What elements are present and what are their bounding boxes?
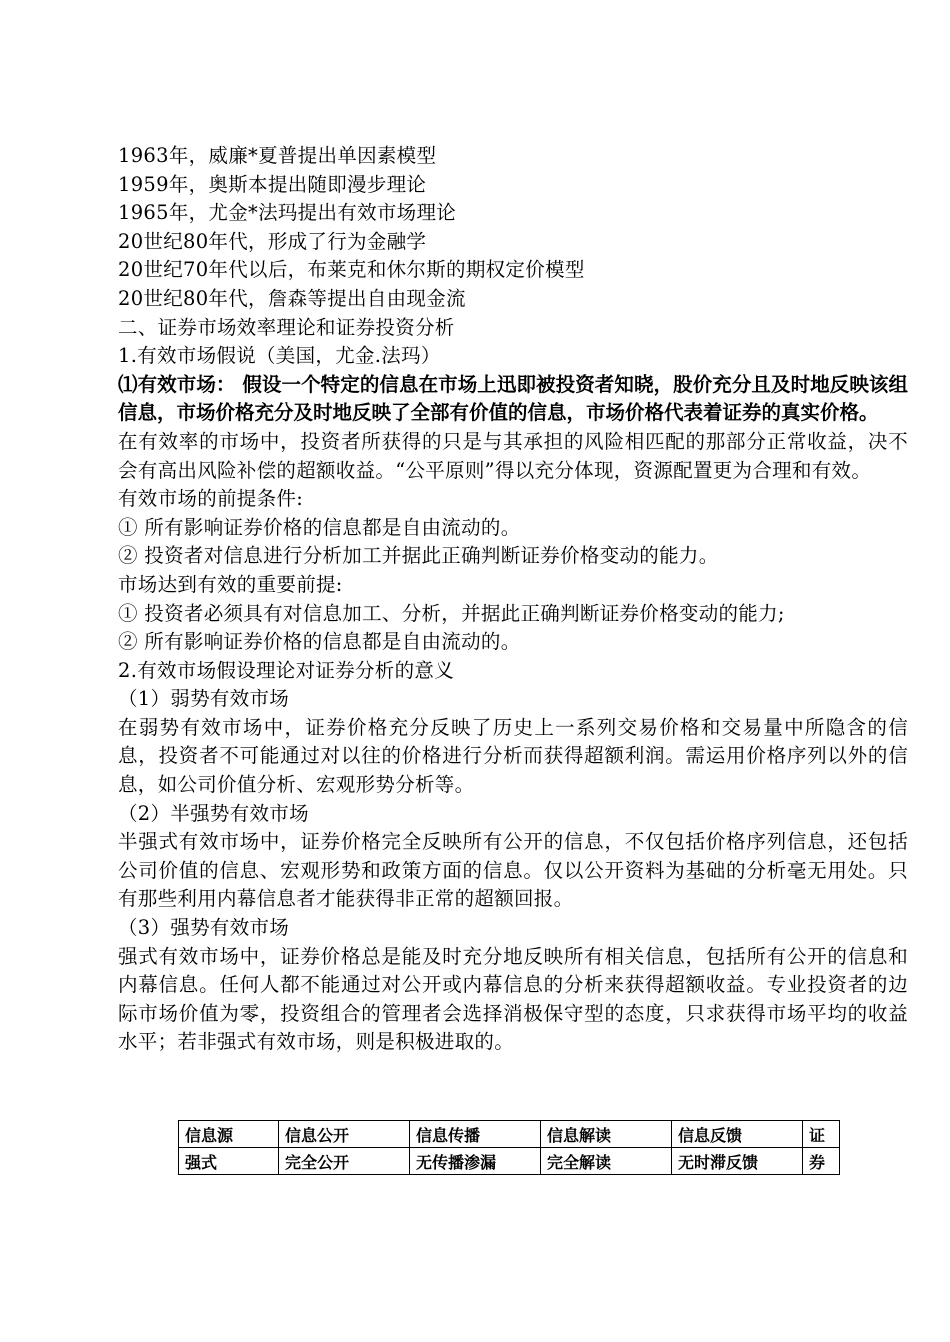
table-cell: 完全解读: [541, 1148, 672, 1175]
semi-strong-heading: （2）半强势有效市场: [118, 801, 309, 825]
weak-paragraph: 在弱势有效市场中，证券价格充分反映了历史上一系列交易价格和交易量中所隐含的信息，投资者不可能通过对以往的价格进行分析而获得超额利润。需运用价格序列以外的信息，如公司价值分析、宏观形势分析等。: [118, 715, 908, 797]
table-cell: 无时滞反馈: [672, 1148, 803, 1175]
table-cell: 信息解读: [541, 1121, 672, 1148]
table-cell: 信息公开: [279, 1121, 410, 1148]
history-line: 20世纪80年代，詹森等提出自由现金流: [118, 286, 466, 310]
efficiency-paragraph: 在有效率的市场中，投资者所获得的只是与其承担的风险相匹配的那部分正常收益，决不会有高出风险补偿的超额收益。“公平原则”得以充分体现，资源配置更为合理和有效。: [118, 429, 908, 482]
history-line: 20世纪80年代，形成了行为金融学: [118, 229, 427, 253]
history-line: 1965年，尤金*法玛提出有效市场理论: [118, 201, 457, 225]
important-item: ① 投资者必须具有对信息加工、分析，并据此正确判断证券价格变动的能力;: [118, 601, 785, 625]
table-cell: 信息传播: [410, 1121, 541, 1148]
semi-strong-paragraph: 半强式有效市场中，证券价格完全反映所有公开的信息，不仅包括价格序列信息，还包括公司价值的信息、宏观形势和政策方面的信息。仅以公开资料为基础的分析毫无用处。只有那些利用内幕信息者才能获得非正常的超额回报。: [118, 830, 908, 911]
preconditions-heading: 有效市场的前提条件:: [118, 487, 304, 511]
emh-definition: ⑴有效市场： 假设一个特定的信息在市场上迅即被投资者知晓，股价充分且及时地反映该组信息，市场价格充分及时地反映了全部有价值的信息，市场价格代表着证券的真实价格。: [118, 372, 908, 425]
strong-paragraph: 强式有效市场中，证券价格总是能及时充分地反映所有相关信息，包括所有公开的信息和内幕信息。任何人都不能通过对公开或内幕信息的分析来获得超额收益。专业投资者的边际市场价值为零，投资组合的管理者会选择消极保守型的态度，只求获得市场平均的收益水平；若非强式有效市场，则是积极进取的。: [118, 944, 908, 1054]
table-cell: 完全公开: [279, 1148, 410, 1175]
document-body: [118, 142, 908, 1057]
important-heading: 市场达到有效的重要前提:: [118, 572, 343, 596]
strong-heading: （3）强势有效市场: [118, 916, 290, 940]
table-cell: 强式: [179, 1148, 279, 1175]
precondition-item: ② 投资者对信息进行分析加工并据此正确判断证券价格变动的能力。: [118, 544, 719, 568]
market-info-table: [178, 1120, 840, 1175]
table-cell: 信息反馈: [672, 1121, 803, 1148]
weak-heading: （1）弱势有效市场: [118, 687, 290, 711]
table-cell: 证: [803, 1121, 840, 1148]
table-cell: 券: [803, 1148, 840, 1175]
section-heading: 二、证券市场效率理论和证券投资分析: [118, 315, 455, 339]
table-header-row: [179, 1121, 840, 1148]
history-line: 1959年，奥斯本提出随即漫步理论: [118, 172, 427, 196]
table-row: [179, 1148, 840, 1175]
subsection-heading: 1.有效市场假说（美国，尤金.法玛）: [118, 344, 441, 368]
history-line: 20世纪70年代以后，布莱克和休尔斯的期权定价模型: [118, 258, 585, 282]
table-cell: 无传播渗漏: [410, 1148, 541, 1175]
precondition-item: ① 所有影响证券价格的信息都是自由流动的。: [118, 515, 521, 539]
table-cell: 信息源: [179, 1121, 279, 1148]
subsection-heading: 2.有效市场假设理论对证券分析的意义: [118, 658, 455, 682]
history-line: 1963年，威廉*夏普提出单因素模型: [118, 144, 437, 167]
important-item: ② 所有影响证券价格的信息都是自由流动的。: [118, 630, 521, 654]
